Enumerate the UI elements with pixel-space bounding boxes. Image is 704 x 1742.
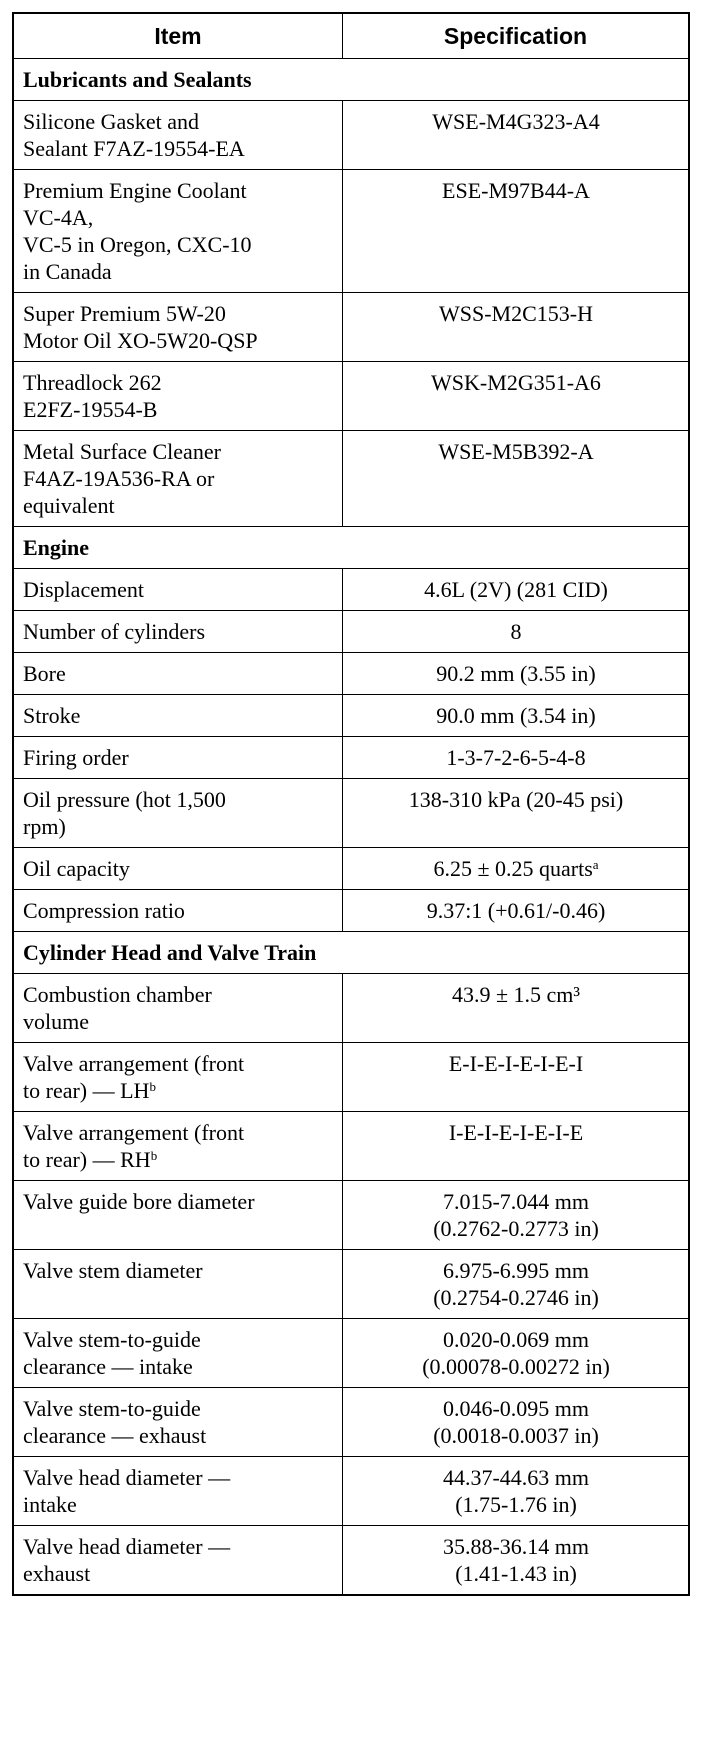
specification-cell: [343, 611, 690, 653]
item-cell: [13, 1319, 343, 1388]
specification-text-line: 0.046-0.095 mm: [442, 1396, 590, 1421]
table-row: [13, 1457, 689, 1526]
table-row: [13, 848, 689, 890]
item-cell: [13, 1043, 343, 1112]
item-text-line: F4AZ-19A536-RA or: [23, 466, 215, 491]
item-text: [23, 1560, 334, 1587]
item-cell: [13, 1388, 343, 1457]
table-row: [13, 1526, 689, 1596]
item-text: [23, 369, 334, 396]
specification-text: [352, 618, 680, 645]
item-cell: [13, 653, 343, 695]
specification-cell: [343, 569, 690, 611]
item-text: [23, 327, 334, 354]
item-text: [23, 702, 334, 729]
item-cell: [13, 362, 343, 431]
specification-text: [352, 576, 680, 603]
item-cell: [13, 1181, 343, 1250]
specification-text-line: (1.75-1.76 in): [455, 1492, 577, 1517]
specification-text-line: 9.37:1 (+0.61/-0.46): [426, 898, 606, 923]
item-text: [23, 465, 334, 492]
specification-text-line: WSE-M4G323-A4: [432, 109, 600, 134]
specification-text-line: WSS-M2C153-H: [438, 301, 593, 326]
table-row: [13, 974, 689, 1043]
section-title: Lubricants and Sealants: [13, 59, 689, 101]
item-text-line: Valve arrangement (front: [23, 1051, 245, 1076]
specification-cell: [343, 890, 690, 932]
item-text: [23, 1257, 334, 1284]
item-text-line: clearance — exhaust: [23, 1423, 207, 1448]
item-text-line: rpm): [23, 814, 66, 839]
specification-text: [352, 1119, 680, 1146]
item-text-line: Bore: [23, 661, 66, 686]
item-text: [23, 1119, 334, 1146]
item-cell: [13, 611, 343, 653]
item-text: [23, 1464, 334, 1491]
table-row: [13, 1181, 689, 1250]
item-text-line: Valve head diameter —: [23, 1465, 231, 1490]
item-text-line: Valve guide bore diameter: [23, 1189, 255, 1214]
specification-text: [352, 660, 680, 687]
item-text-line: Super Premium 5W-20: [23, 301, 226, 326]
item-text: [23, 1146, 334, 1173]
item-text-line: Combustion chamber: [23, 982, 212, 1007]
item-text: [23, 1533, 334, 1560]
specification-text: [352, 1464, 680, 1491]
item-text-line: to rear) — LH: [23, 1078, 150, 1103]
specification-text: [352, 1326, 680, 1353]
table-row: [13, 1112, 689, 1181]
table-row: [13, 1250, 689, 1319]
specification-text: [352, 702, 680, 729]
item-text: [23, 258, 334, 285]
item-text-line: Oil capacity: [23, 856, 130, 881]
item-cell: [13, 848, 343, 890]
specification-text: [352, 1491, 680, 1518]
specification-text-line: 35.88-36.14 mm: [442, 1534, 590, 1559]
item-text: [23, 1422, 334, 1449]
specification-text: [352, 744, 680, 771]
table-row: [13, 170, 689, 293]
specification-text-line: (0.0018-0.0037 in): [433, 1423, 599, 1448]
item-cell: [13, 1457, 343, 1526]
specification-text: [352, 177, 680, 204]
item-text: [23, 1188, 334, 1215]
header-row: [13, 13, 689, 59]
specification-text: [352, 1422, 680, 1449]
specification-text-line: 43.9 ± 1.5 cm³: [451, 982, 581, 1007]
specification-cell: [343, 695, 690, 737]
item-text-line: to rear) — RH: [23, 1147, 151, 1172]
item-text: [23, 618, 334, 645]
table-row: [13, 101, 689, 170]
specification-text-line: (0.2762-0.2773 in): [433, 1216, 599, 1241]
table-row: [13, 653, 689, 695]
specification-text-line: 90.0 mm (3.54 in): [436, 703, 596, 728]
item-text-line: intake: [23, 1492, 77, 1517]
specification-text-line: 7.015-7.044 mm: [442, 1189, 590, 1214]
item-text: [23, 1050, 334, 1077]
section-header-row: [13, 527, 689, 569]
item-cell: [13, 1526, 343, 1596]
item-cell: [13, 101, 343, 170]
item-text: [23, 786, 334, 813]
item-text-line: in Canada: [23, 259, 112, 284]
specification-cell: [343, 1181, 690, 1250]
specification-text: [352, 855, 680, 882]
specification-text: [352, 438, 680, 465]
specification-cell: [343, 848, 690, 890]
item-text: [23, 1077, 334, 1104]
item-text-line: exhaust: [23, 1561, 91, 1586]
specification-cell: [343, 1112, 690, 1181]
specification-text: [352, 981, 680, 1008]
specification-cell: [343, 779, 690, 848]
specification-text-line: (0.2754-0.2746 in): [433, 1285, 599, 1310]
item-text: [23, 204, 334, 231]
specification-text-line: E-I-E-I-E-I-E-I: [448, 1051, 584, 1076]
item-text-line: Displacement: [23, 577, 144, 602]
table-row: [13, 611, 689, 653]
specification-cell: [343, 1457, 690, 1526]
table-row: [13, 1043, 689, 1112]
table-body: [13, 59, 689, 1596]
item-column-header: Item: [13, 13, 343, 59]
specification-text-line: (1.41-1.43 in): [455, 1561, 577, 1586]
specification-text-line: ESE-M97B44-A: [442, 178, 590, 203]
item-cell: [13, 431, 343, 527]
specification-text: [352, 1533, 680, 1560]
item-text: [23, 576, 334, 603]
item-text-line: Valve head diameter —: [23, 1534, 231, 1559]
item-text-line: equivalent: [23, 493, 115, 518]
item-text: [23, 1491, 334, 1518]
footnote-marker: a: [592, 857, 599, 872]
item-text: [23, 1395, 334, 1422]
specification-text: [352, 1257, 680, 1284]
specification-cell: [343, 1043, 690, 1112]
item-text: [23, 744, 334, 771]
item-text-line: Valve stem diameter: [23, 1258, 203, 1283]
item-text: [23, 492, 334, 519]
table-row: [13, 737, 689, 779]
specification-table: [12, 12, 690, 1596]
section-header-row: [13, 59, 689, 101]
item-cell: [13, 1250, 343, 1319]
item-text-line: Number of cylinders: [23, 619, 206, 644]
item-cell: [13, 974, 343, 1043]
item-cell: [13, 695, 343, 737]
specification-cell: [343, 170, 690, 293]
item-text: [23, 231, 334, 258]
item-text-line: Sealant F7AZ-19554-EA: [23, 136, 245, 161]
item-text-line: Stroke: [23, 703, 81, 728]
specification-text-line: (0.00078-0.00272 in): [422, 1354, 610, 1379]
item-cell: [13, 1112, 343, 1181]
item-text: [23, 1008, 334, 1035]
table-row: [13, 293, 689, 362]
specification-text: [352, 1188, 680, 1215]
item-cell: [13, 779, 343, 848]
specification-text: [352, 1215, 680, 1242]
item-text: [23, 177, 334, 204]
table-row: [13, 695, 689, 737]
specification-text-line: I-E-I-E-I-E-I-E: [448, 1120, 584, 1145]
specification-text-line: 6.25 ± 0.25 quarts: [433, 856, 593, 881]
table-row: [13, 362, 689, 431]
specification-text: [352, 1560, 680, 1587]
table-row: [13, 1388, 689, 1457]
item-text-line: volume: [23, 1009, 89, 1034]
specification-cell: [343, 653, 690, 695]
item-text-line: E2FZ-19554-B: [23, 397, 158, 422]
footnote-marker: b: [150, 1148, 158, 1163]
item-cell: [13, 170, 343, 293]
specification-text-line: 138-310 kPa (20-45 psi): [408, 787, 624, 812]
item-text: [23, 300, 334, 327]
table-row: [13, 779, 689, 848]
table-row: [13, 431, 689, 527]
item-text-line: Compression ratio: [23, 898, 185, 923]
item-cell: [13, 737, 343, 779]
section-title: Cylinder Head and Valve Train: [13, 932, 689, 974]
item-text-line: clearance — intake: [23, 1354, 193, 1379]
specification-cell: [343, 1250, 690, 1319]
specification-text: [352, 1395, 680, 1422]
item-text-line: VC-5 in Oregon, CXC-10: [23, 232, 252, 257]
section-header-row: [13, 932, 689, 974]
item-text-line: Valve arrangement (front: [23, 1120, 245, 1145]
specification-text-line: 0.020-0.069 mm: [442, 1327, 590, 1352]
item-text: [23, 438, 334, 465]
item-text-line: Valve stem-to-guide: [23, 1396, 201, 1421]
item-text-line: Motor Oil XO-5W20-QSP: [23, 328, 258, 353]
item-text-line: Threadlock 262: [23, 370, 162, 395]
item-cell: [13, 569, 343, 611]
table-row: [13, 890, 689, 932]
table-row: [13, 569, 689, 611]
item-text: [23, 897, 334, 924]
specification-cell: [343, 362, 690, 431]
section-title: Engine: [13, 527, 689, 569]
item-text-line: Oil pressure (hot 1,500: [23, 787, 226, 812]
item-text: [23, 108, 334, 135]
specification-text-line: 4.6L (2V) (281 CID): [424, 577, 608, 602]
item-cell: [13, 890, 343, 932]
item-text: [23, 135, 334, 162]
item-text: [23, 1326, 334, 1353]
specification-text: [352, 897, 680, 924]
specification-cell: [343, 1388, 690, 1457]
specification-cell: [343, 974, 690, 1043]
specification-text: [352, 300, 680, 327]
specification-cell: [343, 1526, 690, 1596]
specification-text-line: 6.975-6.995 mm: [442, 1258, 590, 1283]
item-cell: [13, 293, 343, 362]
specification-cell: [343, 737, 690, 779]
item-text: [23, 813, 334, 840]
table-row: [13, 1319, 689, 1388]
specification-text: [352, 1050, 680, 1077]
item-text: [23, 396, 334, 423]
specification-cell: [343, 293, 690, 362]
specification-cell: [343, 1319, 690, 1388]
specification-text-line: 1-3-7-2-6-5-4-8: [446, 745, 586, 770]
item-text-line: Premium Engine Coolant: [23, 178, 247, 203]
item-text-line: Silicone Gasket and: [23, 109, 199, 134]
specification-cell: [343, 431, 690, 527]
item-text: [23, 981, 334, 1008]
item-text-line: Firing order: [23, 745, 129, 770]
specification-column-header: Specification: [343, 13, 690, 59]
specification-text-line: WSE-M5B392-A: [438, 439, 594, 464]
specification-text-line: WSK-M2G351-A6: [431, 370, 601, 395]
specification-text-line: 8: [510, 619, 522, 644]
specification-text: [352, 1284, 680, 1311]
item-text: [23, 855, 334, 882]
item-text-line: Valve stem-to-guide: [23, 1327, 201, 1352]
specification-cell: [343, 101, 690, 170]
footnote-marker: b: [149, 1079, 156, 1094]
specification-text: [352, 786, 680, 813]
item-text-line: Metal Surface Cleaner: [23, 439, 221, 464]
item-text: [23, 660, 334, 687]
item-text-line: VC-4A,: [23, 205, 94, 230]
item-text: [23, 1353, 334, 1380]
specification-text: [352, 108, 680, 135]
specification-text: [352, 369, 680, 396]
specification-text: [352, 1353, 680, 1380]
specification-text-line: 44.37-44.63 mm: [442, 1465, 590, 1490]
specification-text-line: 90.2 mm (3.55 in): [436, 661, 596, 686]
